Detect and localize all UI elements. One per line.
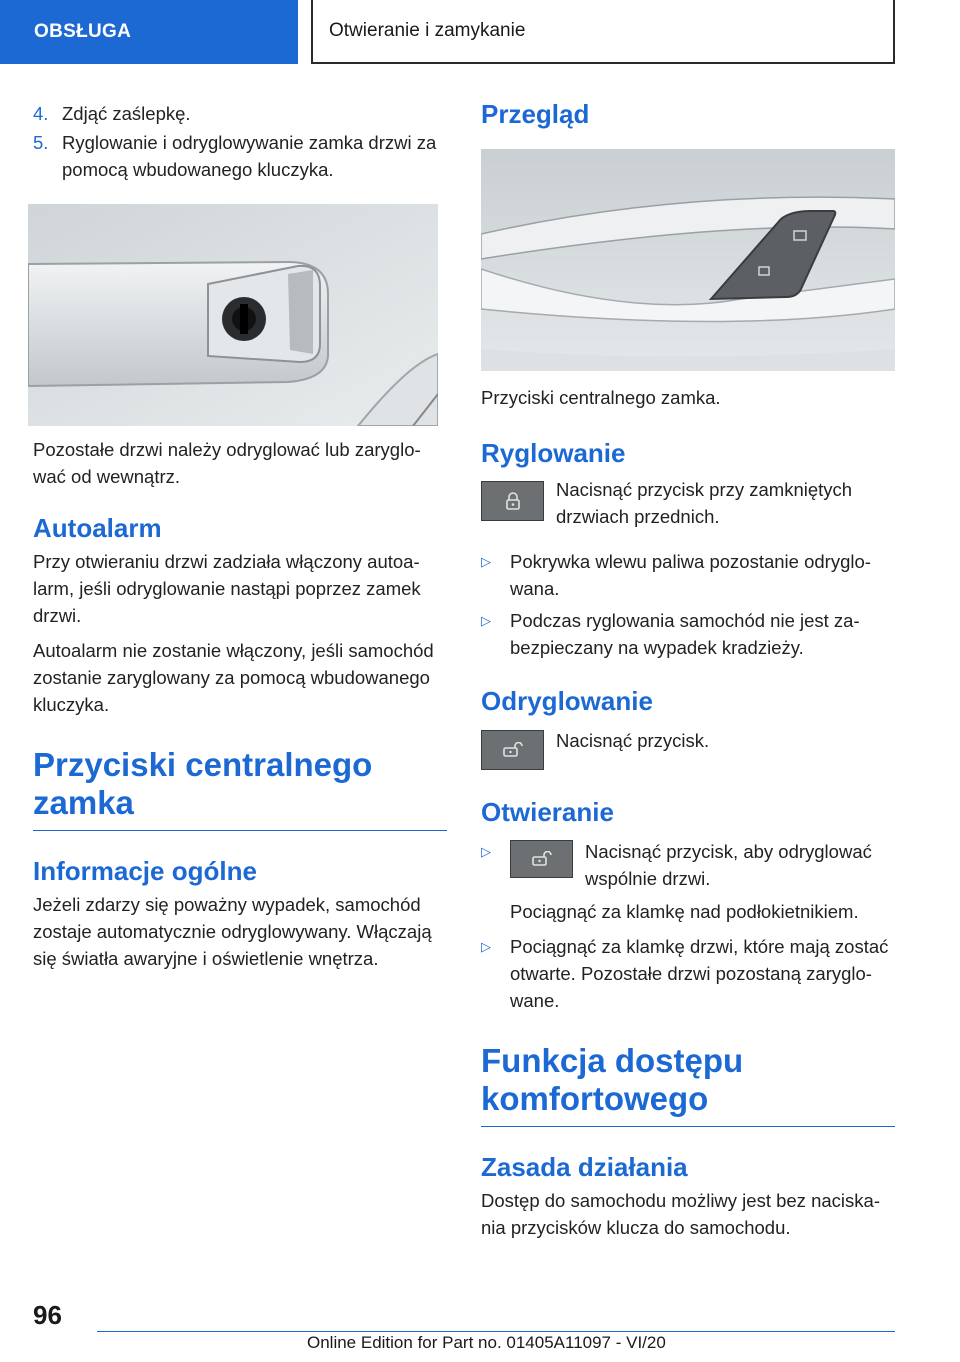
opening-bullet-2 (481, 933, 895, 1014)
opening-icon-row (510, 838, 895, 892)
remaining-doors-text: Pozostałe drzwi należy odryglować lub zaryglować od wewnątrz. (33, 439, 421, 487)
autoalarm-paragraph-2: Autoalarm nie zostanie włączony, jeśli samochód zostanie zaryglowany za pomocą wbudowanego kluczyka. (33, 640, 434, 715)
unlocking-heading: Odryglowanie (481, 686, 653, 716)
central-locking-heading: Przyciski centralnego zamka (33, 746, 373, 821)
door-handle-key-lock-image (28, 204, 438, 426)
header-title-text: Otwieranie i zamykanie (329, 20, 526, 41)
triangle-right-icon: ▷ (481, 939, 491, 954)
central-locking-buttons-image (481, 149, 895, 371)
lock-icon (481, 481, 544, 521)
comfort-access-heading: Funkcja dostępu komfortowego (481, 1042, 744, 1117)
footer-rule (97, 1331, 895, 1332)
principle-heading: Zasada działania (481, 1152, 688, 1182)
locking-text: Nacisnąć przycisk przy zamkniętych drzwiach przednich. (556, 479, 853, 527)
overview-heading: Przegląd (481, 99, 590, 129)
unlocking-row (481, 730, 895, 770)
step-number: 5. (33, 132, 49, 153)
header-section: OBSŁUGA (0, 0, 298, 64)
autoalarm-heading: Autoalarm (33, 513, 162, 543)
heading-rule (33, 830, 447, 831)
locking-bullet-2 (481, 607, 895, 661)
locking-row (481, 481, 895, 530)
general-info-heading: Informacje ogólne (33, 856, 257, 886)
unlock-icon (481, 730, 544, 770)
step-4 (33, 100, 447, 127)
bullet-text: Pociągnąć za klamkę drzwi, które mają zostać otwarte. Pozostałe drzwi pozostaną zaryglowane. (510, 936, 889, 1011)
principle-text: Dostęp do samochodu możliwy jest bez naciskania przycisków klucza do samochodu. (481, 1190, 880, 1238)
step-5 (33, 129, 447, 183)
opening-heading: Otwieranie (481, 797, 614, 827)
triangle-right-icon: ▷ (481, 844, 491, 859)
triangle-right-icon: ▷ (481, 554, 491, 569)
unlocking-text: Nacisnąć przycisk. (556, 730, 710, 751)
left-column (33, 100, 447, 972)
bullet-text: Podczas ryglowania samochód nie jest zabezpieczany na wypadek kradzieży. (510, 610, 860, 658)
locking-heading: Ryglowanie (481, 438, 626, 468)
unlock-icon (510, 840, 573, 878)
step-text: Zdjąć zaślepkę. (62, 103, 191, 124)
bullet-continuation: Pociągnąć za klamkę nad podłokietnikiem. (510, 901, 859, 922)
step-text: Ryglowanie i odryglowywanie zamka drzwi za pomocą wbudowanego kluczyka. (62, 132, 437, 180)
page-number: 96 (33, 1300, 62, 1330)
locking-bullet-1 (481, 548, 895, 602)
general-info-text: Jeżeli zdarzy się poważny wypadek, samochód zostaje automatycznie odryglowywany. Włączają się światła awaryjne i oświetlenie wnętrza. (33, 894, 432, 969)
bullet-text: Pokrywka wlewu paliwa pozostanie odryglowana. (510, 551, 871, 599)
heading-rule (481, 1126, 895, 1127)
edition-text: Online Edition for Part no. 01405A11097 - VI/20 (307, 1333, 666, 1352)
triangle-right-icon: ▷ (481, 613, 491, 628)
overview-caption: Przyciski centralnego zamka. (481, 387, 721, 408)
header-title (311, 0, 895, 64)
opening-bullet-1 (481, 838, 895, 925)
step-number: 4. (33, 103, 49, 124)
autoalarm-paragraph-1: Przy otwieraniu drzwi zadziała włączony autoalarm, jeśli odryglowanie nastąpi poprzez zamek drzwi. (33, 551, 421, 626)
bullet-text: Nacisnąć przycisk, aby odryglować wspólnie drzwi. (585, 841, 872, 889)
right-column (481, 98, 895, 1241)
